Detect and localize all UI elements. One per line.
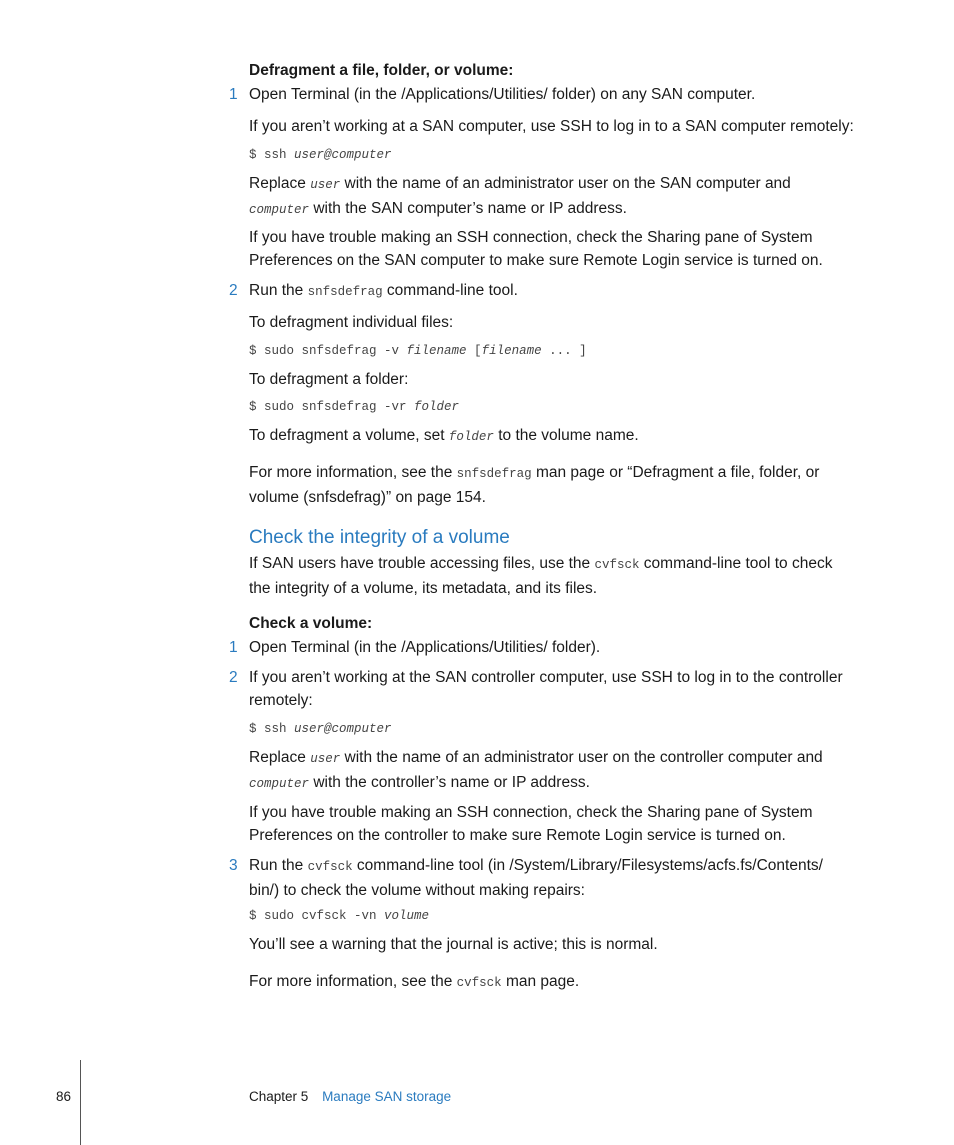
step-text: Open Terminal (in the /Applications/Utilities/ folder) on any SAN computer. <box>249 86 756 103</box>
code-arg: user@computer <box>294 148 392 162</box>
line: Preferences on the SAN computer to make sure Remote Login service is turned on. <box>249 252 823 269</box>
subhead-defragment: Defragment a file, folder, or volume: <box>249 62 514 79</box>
paragraph: If you aren’t working at a SAN computer, use SSH to log in to a SAN computer remotely: <box>249 118 854 135</box>
step-text: Open Terminal (in the /Applications/Utilities/ folder). <box>249 639 601 656</box>
step-text <box>249 666 843 712</box>
text: bin/) to check the volume without making repairs: <box>249 882 585 899</box>
text: with the name of an administrator user on the SAN computer and <box>340 175 791 192</box>
text: with the controller’s name or IP address. <box>309 774 590 791</box>
page-number: 86 <box>56 1089 72 1104</box>
inline-code-tool: cvfsck <box>307 860 353 874</box>
replace-paragraph <box>249 172 889 222</box>
text: To defragment a volume, set <box>249 427 449 444</box>
intro-paragraph <box>249 552 889 600</box>
step-text <box>249 854 889 902</box>
section-heading: Check the integrity of a volume <box>249 527 510 548</box>
code-text: ... ] <box>541 344 587 358</box>
code-ssh <box>249 722 392 736</box>
inline-code-computer: computer <box>249 777 310 791</box>
inline-code-tool: cvfsck <box>594 558 640 572</box>
replace-paragraph <box>249 746 889 796</box>
step-text <box>249 279 518 304</box>
text: man page. <box>501 973 580 990</box>
code-files <box>249 344 587 358</box>
inline-code-tool: snfsdefrag <box>307 285 383 299</box>
step-number: 1 <box>229 639 238 656</box>
code-folder <box>249 400 459 414</box>
text: with the name of an administrator user on the controller computer and <box>340 749 823 766</box>
text: Run the <box>249 857 308 874</box>
line: remotely: <box>249 692 313 709</box>
text: Replace <box>249 175 311 192</box>
footer-chapter <box>249 1089 451 1104</box>
paragraph: You’ll see a warning that the journal is active; this is normal. <box>249 936 658 953</box>
text: to the volume name. <box>493 427 639 444</box>
code-prefix: $ ssh <box>249 722 295 736</box>
line: If you aren’t working at the SAN controller computer, use SSH to log in to the controller <box>249 669 843 686</box>
chapter-label: Chapter 5 <box>249 1089 309 1104</box>
inline-code-user: user <box>310 752 341 766</box>
text: Replace <box>249 749 311 766</box>
code-prefix: $ sudo cvfsck -vn <box>249 909 385 923</box>
text: volume (snfsdefrag)” on page 154. <box>249 489 486 506</box>
text: command-line tool. <box>382 282 518 299</box>
inline-code-tool: cvfsck <box>456 976 502 990</box>
code-arg: filename <box>406 344 467 358</box>
code-check <box>249 909 429 923</box>
text: with the SAN computer’s name or IP address. <box>309 200 627 217</box>
subhead-check-volume: Check a volume: <box>249 615 373 632</box>
text: If SAN users have trouble accessing files, use the <box>249 555 595 572</box>
inline-code-folder: folder <box>448 430 494 444</box>
text: command-line tool (in /System/Library/Filesystems/acfs.fs/Contents/ <box>352 857 823 874</box>
footer-divider <box>80 1060 81 1145</box>
label: To defragment a folder: <box>249 371 409 388</box>
text: man page or “Defragment a file, folder, or <box>531 464 820 481</box>
step-number: 2 <box>229 282 238 299</box>
step-number: 3 <box>229 857 238 874</box>
code-prefix: $ sudo snfsdefrag -vr <box>249 400 415 414</box>
text: Run the <box>249 282 308 299</box>
line: Preferences on the controller to make sure Remote Login service is turned on. <box>249 827 786 844</box>
text: For more information, see the <box>249 464 457 481</box>
trouble-paragraph <box>249 801 813 847</box>
inline-code-tool: snfsdefrag <box>456 467 532 481</box>
volume-paragraph <box>249 424 639 449</box>
line: If you have trouble making an SSH connection, check the Sharing pane of System <box>249 804 813 821</box>
text: For more information, see the <box>249 973 457 990</box>
code-prefix: $ ssh <box>249 148 295 162</box>
more-info-paragraph <box>249 970 579 995</box>
chapter-title-link[interactable]: Manage SAN storage <box>322 1089 452 1104</box>
code-arg: folder <box>414 400 460 414</box>
inline-code-computer: computer <box>249 203 310 217</box>
line: If you have trouble making an SSH connection, check the Sharing pane of System <box>249 229 813 246</box>
text: the integrity of a volume, its metadata, and its files. <box>249 580 598 597</box>
label: To defragment individual files: <box>249 314 454 331</box>
step-number: 2 <box>229 669 238 686</box>
more-info-paragraph <box>249 461 889 509</box>
code-arg: filename <box>481 344 542 358</box>
trouble-paragraph <box>249 226 823 272</box>
code-prefix: $ sudo snfsdefrag -v <box>249 344 407 358</box>
text: command-line tool to check <box>639 555 833 572</box>
code-text: [ <box>466 344 482 358</box>
inline-code-user: user <box>310 178 341 192</box>
code-arg: user@computer <box>294 722 392 736</box>
step-number: 1 <box>229 86 238 103</box>
code-arg: volume <box>384 909 430 923</box>
code-ssh <box>249 148 392 162</box>
